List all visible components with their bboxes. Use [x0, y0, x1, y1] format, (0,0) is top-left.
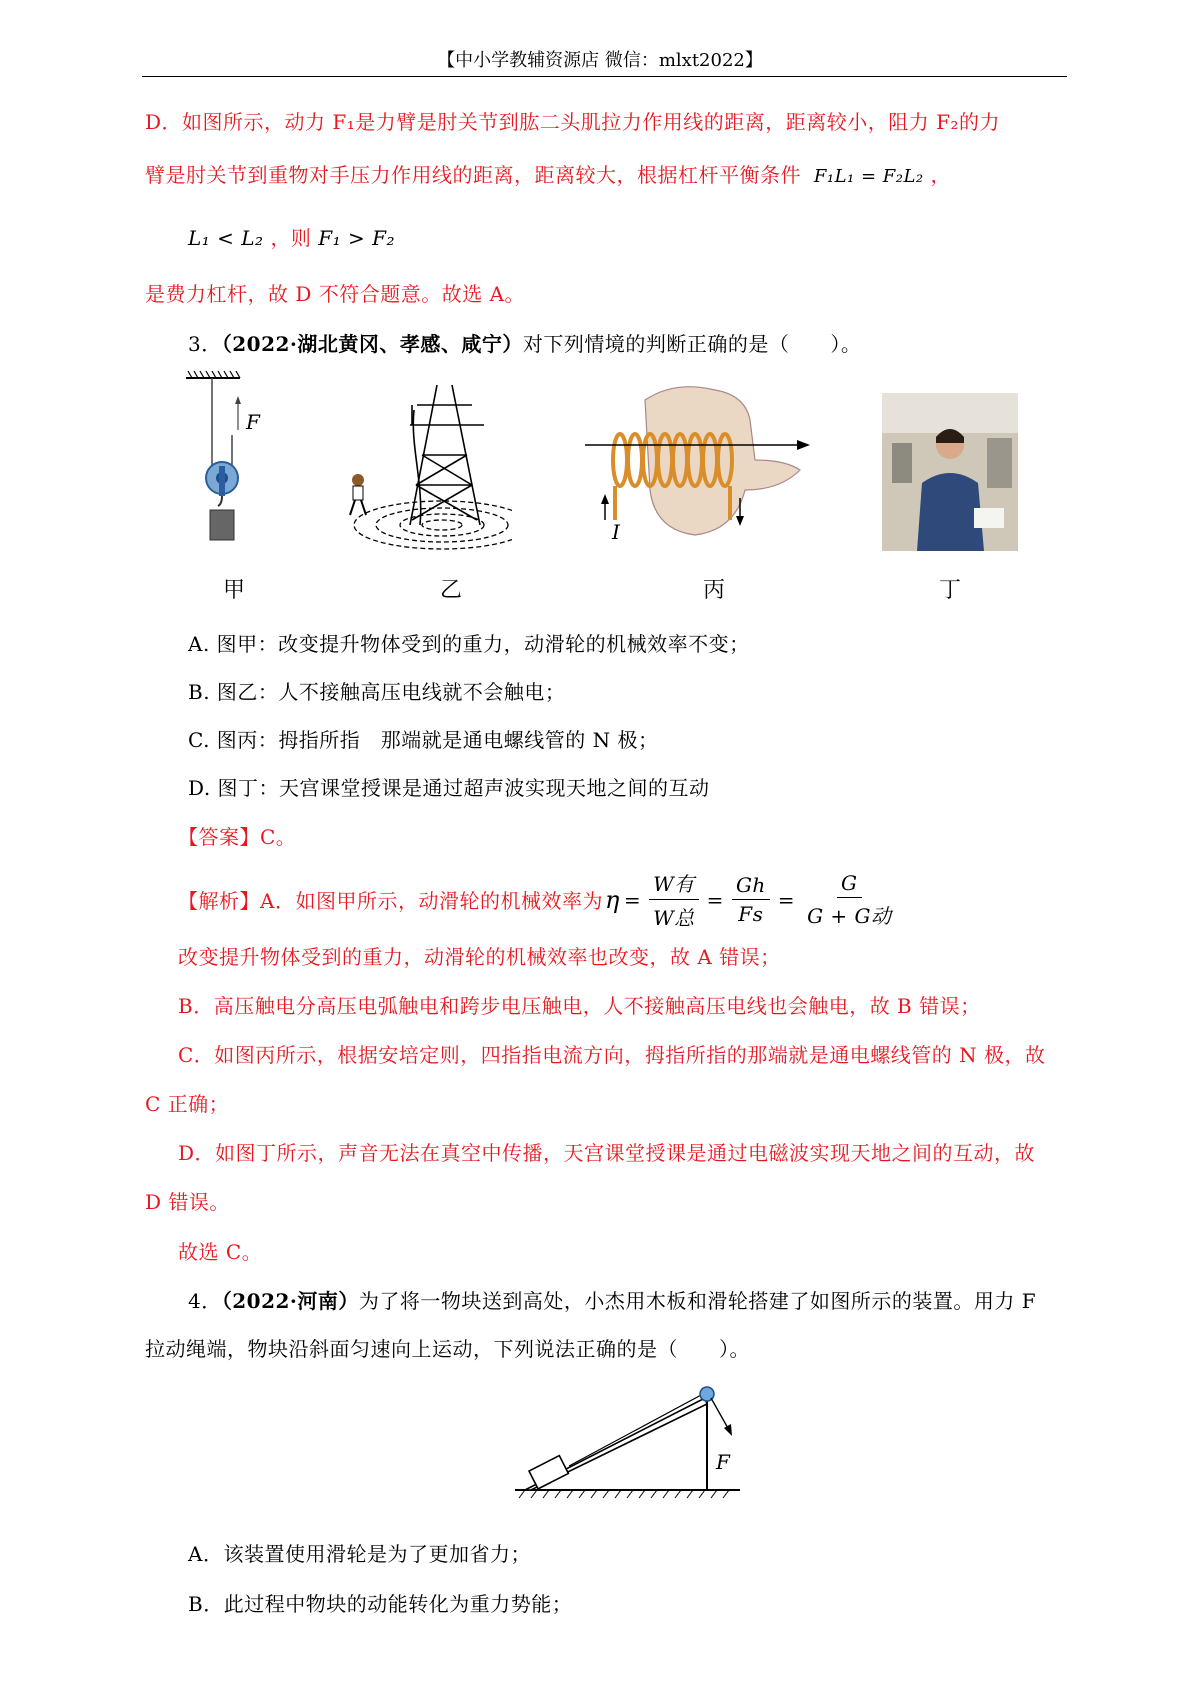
analysis-line-2: B．高压触电分高压电弧触电和跨步电压触电，人不接触高压电线也会触电，故 B 错误；: [178, 994, 981, 1018]
prev-d-line2: [145, 159, 951, 188]
figure-jia-pulley: [182, 370, 272, 570]
lever-formula: F₁L₁ = F₂L₂: [813, 166, 924, 187]
g-num: G: [837, 871, 861, 898]
cond-text: ，则: [270, 226, 312, 250]
bing-current-letter: I: [612, 520, 620, 544]
q3-stem-line: [188, 328, 861, 357]
fs: Fs: [738, 902, 764, 926]
q4-force-letter: F: [716, 1450, 730, 1474]
fraction-gh: [732, 873, 770, 926]
prev-conclusion: 是费力杠杆，故 D 不符合题意。故选 A。: [145, 282, 526, 306]
analysis-line-1: 改变提升物体受到的重力，动滑轮的机械效率也改变，故 A 错误；: [178, 945, 781, 969]
figure-label-jia: 甲: [223, 578, 246, 603]
fraction-g: [803, 871, 895, 929]
q4-number: 4．: [188, 1289, 222, 1313]
q3-final: 故选 C。: [178, 1240, 263, 1264]
analysis-line-4: C 正确；: [145, 1092, 230, 1116]
g-den: G + G动: [807, 903, 892, 928]
figure-q4-incline: [515, 1378, 745, 1508]
eta-symbol: η: [604, 885, 620, 914]
gh: Gh: [732, 873, 770, 900]
analysis-line-5: D．如图丁所示，声音无法在真空中传播，天宫课堂授课是通过电磁波实现天地之间的互动，故: [178, 1141, 1036, 1165]
q3-stem: 对下列情境的判断正确的是（ ）。: [522, 332, 862, 356]
w-zong: W总: [653, 906, 695, 930]
analysis-label: 【解析】: [178, 889, 260, 913]
q4-option-a: A．该装置使用滑轮是为了更加省力；: [188, 1542, 531, 1566]
prev-d-line2-text: 臂是肘关节到重物对手压力作用线的距离，距离较大，根据杠杆平衡条件: [145, 163, 801, 187]
q3-option-c: C. 图丙：拇指所指 那端就是通电螺线管的 N 极；: [188, 728, 659, 752]
figure-label-bing: 丙: [703, 578, 726, 603]
analysis-line-3: C．如图丙所示，根据安培定则，四指指电流方向，拇指所指的那端就是通电螺线管的 N 极，故: [178, 1043, 1046, 1067]
q4-option-b: B．此过程中物块的动能转化为重力势能；: [188, 1592, 573, 1616]
cond-formula: L₁ < L₂: [188, 226, 264, 250]
prev-cond-line: [188, 222, 395, 251]
fraction-w: [649, 868, 699, 931]
figure-label-ding: 丁: [939, 578, 962, 603]
cond-result: F₁ > F₂: [318, 226, 396, 250]
analysis-line-6: D 错误。: [145, 1190, 230, 1214]
q4-source: （2022·河南）: [221, 1289, 359, 1313]
q4-stem1: 为了将一物块送到高处，小杰用木板和滑轮搭建了如图所示的装置。用力 F: [358, 1289, 1037, 1313]
q3-option-d: D. 图丁：天宫课堂授课是通过超声波实现天地之间的互动: [188, 776, 710, 800]
figure-ding-astronaut-photo: [882, 393, 1018, 551]
q3-number: 3．: [188, 332, 222, 356]
figure-label-yi: 乙: [440, 578, 463, 603]
prev-d-line1: D．如图所示，动力 F₁是力臂是肘关节到肱二头肌拉力作用线的距离，距离较小，阻力 F₂的力: [145, 110, 1001, 134]
q3-option-b: B. 图乙：人不接触高压电线就不会触电；: [188, 680, 566, 704]
q4-stem-line1: [188, 1285, 1036, 1314]
prev-d-line2-end: ，: [930, 163, 951, 187]
page-header: 【中小学教辅资源店 微信：mlxt2022】: [437, 50, 763, 71]
q3-option-a: A. 图甲：改变提升物体受到的重力，动滑轮的机械效率不变；: [188, 632, 750, 656]
analysis-a-intro: A．如图甲所示，动滑轮的机械效率为: [260, 889, 603, 913]
w-you: W有: [649, 868, 699, 900]
jia-force-letter: F: [246, 410, 260, 434]
q3-source: （2022·湖北黄冈、孝感、咸宁）: [221, 332, 523, 356]
figure-yi-tower: [322, 375, 512, 565]
q3-answer: 【答案】C。: [178, 825, 297, 849]
header-rule: [142, 76, 1067, 77]
q4-stem-line2: 拉动绳端，物块沿斜面匀速向上运动，下列说法正确的是（ ）。: [145, 1337, 750, 1361]
q3-analysis-a: 【解析】 A．如图甲所示，动滑轮的机械效率为 η = $\frac{\text{W有}}{\text{W总}}$ = $\frac{Gh}{Fs}$ = $\frac{G}{\text{G + G动}}$: [178, 868, 900, 931]
figure-bing-solenoid: [585, 380, 825, 550]
